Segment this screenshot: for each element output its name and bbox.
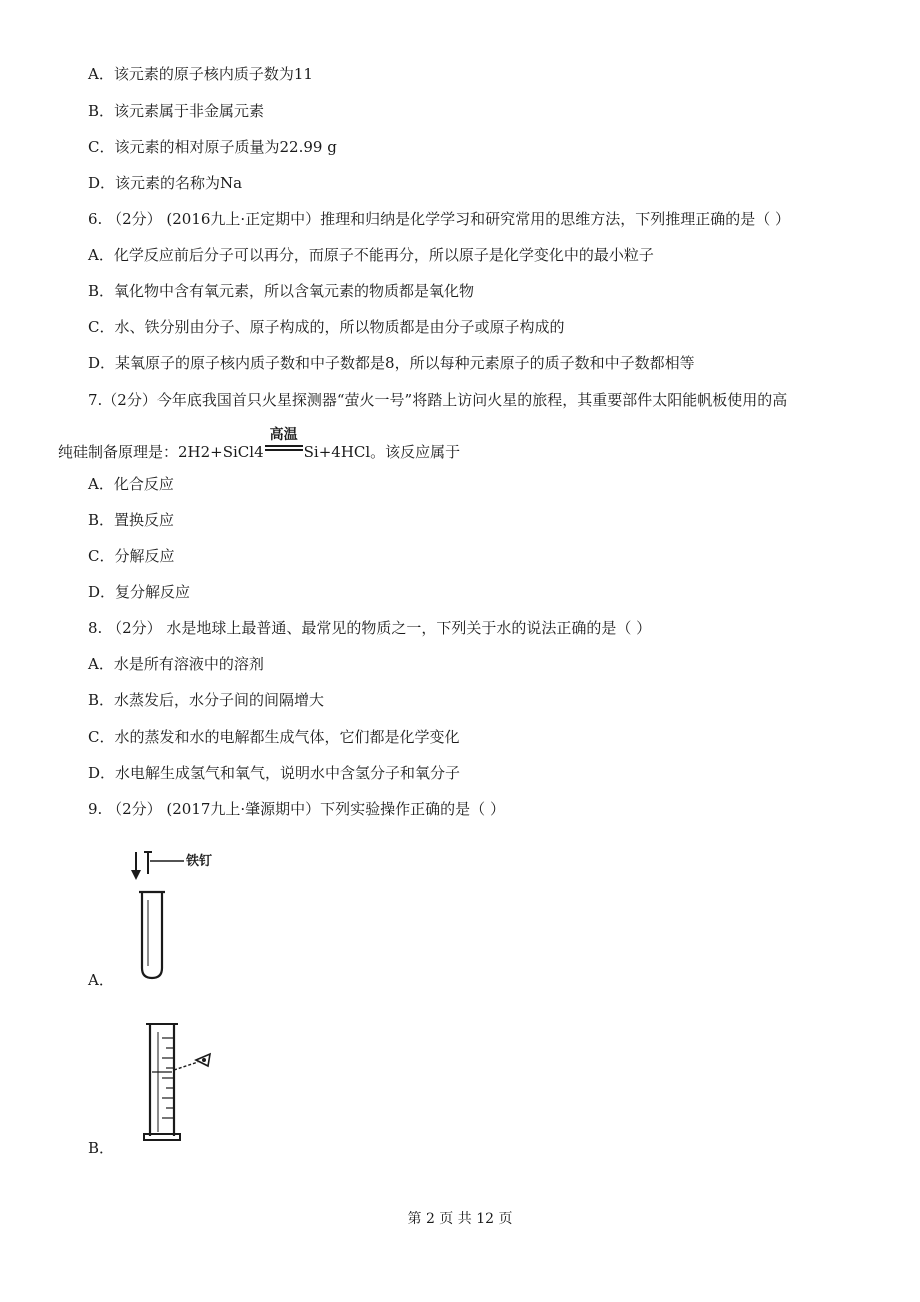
option-label: A． <box>88 65 114 83</box>
option-label: A． <box>88 655 114 673</box>
option-label: B． <box>88 102 115 120</box>
q8-option-a <box>88 654 264 674</box>
option-text: 水、铁分别由分子、原子构成的，所以物质都是由分子或原子构成的 <box>114 318 565 336</box>
option-label: B． <box>88 691 115 709</box>
option-label: D． <box>88 354 116 372</box>
option-text: 置换反应 <box>114 511 175 529</box>
option-label: C． <box>88 728 115 746</box>
option-label: B． <box>88 282 115 300</box>
option-label: D． <box>88 174 116 192</box>
q8-option-d <box>88 763 460 783</box>
option-text: 化学反应前后分子可以再分，而原子不能再分，所以原子是化学变化中的最小粒子 <box>113 246 654 264</box>
option-text: 该元素的相对原子质量为22.99 g <box>114 138 337 156</box>
q8-option-c <box>88 727 460 747</box>
graduated-cylinder-figure <box>140 1020 220 1144</box>
reaction-condition-arrow <box>265 427 303 457</box>
q6-option-d <box>88 353 695 373</box>
line-of-sight <box>174 1062 198 1070</box>
q7-option-a <box>88 474 174 494</box>
equation-right: Si+4HCl。该反应属于 <box>303 443 461 461</box>
q6-option-b <box>88 281 474 301</box>
q7-stem-line2 <box>58 427 461 462</box>
q5-option-a <box>88 64 313 84</box>
q9-stem: 9. （2分） (2017九上·肇源期中）下列实验操作正确的是（ ） <box>88 800 505 818</box>
option-label: A． <box>88 246 114 264</box>
option-text: 分解反应 <box>114 547 175 565</box>
graduation-marks <box>162 1038 174 1118</box>
q6-option-c <box>88 317 565 337</box>
q8-option-b <box>88 690 324 710</box>
q7-option-d <box>88 582 190 602</box>
option-text: 水电解生成氢气和氧气，说明水中含氢分子和氧分子 <box>115 764 461 782</box>
equation-left: 纯硅制备原理是：2H2+SiCl4 <box>58 443 264 461</box>
option-text: 复分解反应 <box>115 583 191 601</box>
test-tube-iron-nail-figure <box>128 848 228 984</box>
option-text: 水是所有溶液中的溶剂 <box>113 655 264 673</box>
reaction-condition: 高温 <box>269 427 298 443</box>
option-label: C． <box>88 138 115 156</box>
q5-option-d <box>88 173 242 193</box>
q5-option-c <box>88 137 337 157</box>
cylinder-base <box>144 1134 180 1140</box>
q6-option-a <box>88 245 654 265</box>
q7-option-c <box>88 546 175 566</box>
option-label: D． <box>88 583 116 601</box>
option-label: A． <box>88 475 114 493</box>
q9-option-b-label: B． <box>88 1139 115 1157</box>
option-label: C． <box>88 547 115 565</box>
q5-option-b <box>88 101 264 121</box>
figure-a-label: 铁钉 <box>186 854 213 869</box>
option-label: D． <box>88 764 116 782</box>
option-text: 化合反应 <box>113 475 174 493</box>
option-text: 水的蒸发和水的电解都生成气体，它们都是化学变化 <box>114 728 460 746</box>
page-footer: 第 2 页 共 12 页 <box>407 1211 513 1227</box>
test-tube-icon <box>142 892 162 978</box>
option-text: 氧化物中含有氧元素，所以含氧元素的物质都是氧化物 <box>114 282 475 300</box>
q6-stem: 6. （2分） (2016九上·正定期中）推理和归纳是化学学习和研究常用的思维方法，下列推理正确的是（ ） <box>88 210 790 228</box>
option-text: 该元素的名称为Na <box>115 174 243 192</box>
q7-stem-line1: 7.（2分）今年底我国首只火星探测器“萤火一号”将踏上访问火星的旅程，其重要部件太阳能帆板使用的高 <box>88 391 788 409</box>
q7-option-b <box>88 510 174 530</box>
q9-option-a-label: A． <box>88 971 114 989</box>
arrow-head <box>131 870 141 880</box>
option-text: 该元素属于非金属元素 <box>114 102 265 120</box>
q8-stem: 8. （2分） 水是地球上最普通、最常见的物质之一，下列关于水的说法正确的是（ ） <box>88 619 652 637</box>
option-text: 水蒸发后，水分子间的间隔增大 <box>114 691 325 709</box>
option-text: 某氧原子的原子核内质子数和中子数都是8，所以每种元素原子的质子数和中子数都相等 <box>115 354 695 372</box>
option-label: C． <box>88 318 115 336</box>
option-text: 该元素的原子核内质子数为11 <box>113 65 313 83</box>
option-label: B． <box>88 511 115 529</box>
